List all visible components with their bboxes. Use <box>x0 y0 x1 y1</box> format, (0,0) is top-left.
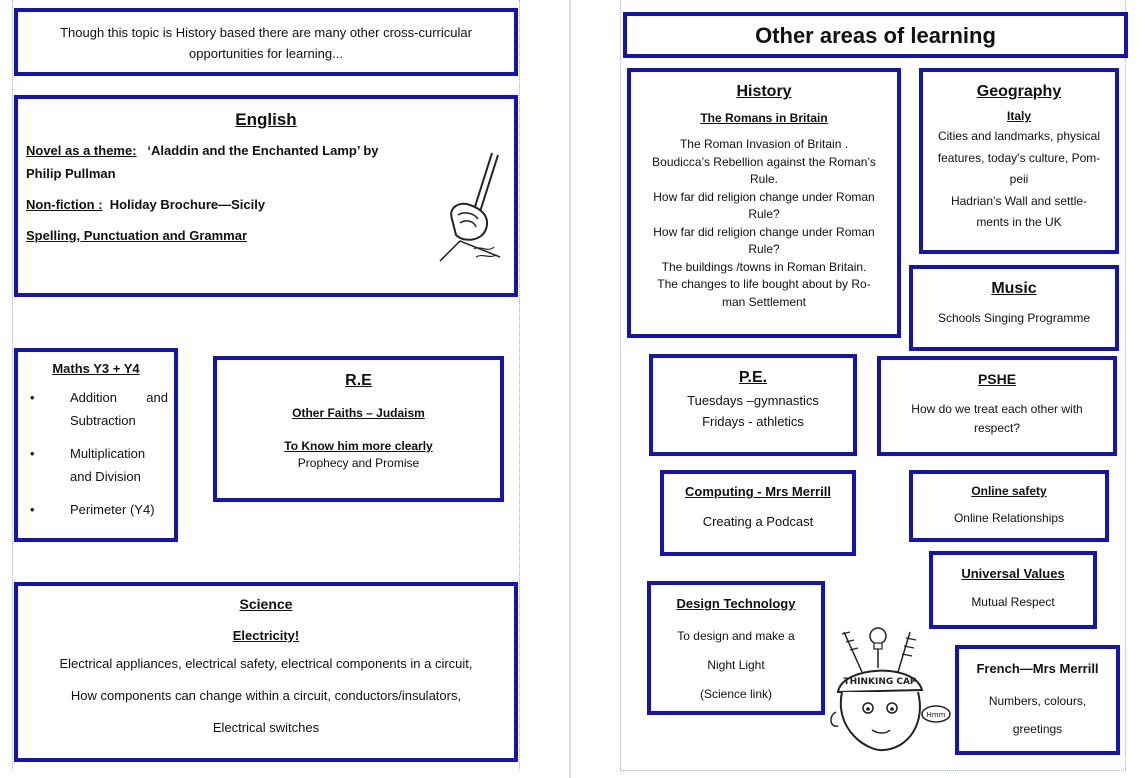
history-line: Boudicca’s Rebellion against the Roman’s <box>652 154 876 169</box>
re-sub-1: Other Faiths – Judaism <box>292 406 425 420</box>
dt-box <box>647 581 825 715</box>
cap-label: THINKING CAP <box>843 677 917 687</box>
dt-title: Design Technology <box>676 596 796 611</box>
geography-box <box>919 68 1119 254</box>
re-box <box>213 356 504 502</box>
maths-item-1-c: Subtraction <box>70 413 136 428</box>
geography-line: Cities and landmarks, physical <box>937 129 1101 143</box>
intro-line-2: opportunities for learning... <box>189 46 343 61</box>
pshe-box <box>877 356 1117 456</box>
maths-item-2-c: and Division <box>70 469 141 484</box>
history-line: The changes to life bought about by Ro- <box>657 277 871 291</box>
geography-sub: Italy <box>1006 109 1031 123</box>
science-sub: Electricity! <box>232 628 300 643</box>
history-lines <box>637 136 891 311</box>
science-box <box>14 582 518 762</box>
list-item <box>24 498 168 521</box>
english-novel-label: Novel as a theme: <box>26 143 137 158</box>
science-line-3: Electrical switches <box>212 720 320 735</box>
cartoon-bubble: Hmm <box>926 711 946 719</box>
pe-line-1: Tuesdays –gymnastics <box>687 393 819 408</box>
music-title: Music <box>991 280 1037 297</box>
science-title: Science <box>239 596 293 612</box>
english-title: English <box>235 110 297 129</box>
maths-box <box>14 348 178 542</box>
history-line: How far did religion change under Roman <box>653 189 875 204</box>
computing-box <box>660 470 856 556</box>
history-line: The Roman Invasion of Britain . <box>679 137 849 151</box>
geography-line: features, today’s culture, Pom- <box>937 150 1101 165</box>
re-text: Prophecy and Promise <box>297 456 420 470</box>
online-title: Online safety <box>971 484 1047 498</box>
values-text: Mutual Respect <box>971 595 1055 609</box>
computing-title: Computing - Mrs Merrill <box>685 484 831 499</box>
maths-item-2-a: Multiplication <box>70 446 146 461</box>
intro-box <box>14 8 518 76</box>
french-line-1: Numbers, colours, <box>988 694 1087 708</box>
history-line: Rule? <box>748 207 780 221</box>
english-novel-text: ‘Aladdin and the Enchanted Lamp’ by <box>147 143 379 158</box>
history-line: man Settlement <box>721 294 807 309</box>
online-safety-box <box>909 470 1109 542</box>
geography-lines <box>929 126 1109 234</box>
re-title: R.E <box>345 372 372 389</box>
values-title: Universal Values <box>961 566 1065 581</box>
online-text: Online Relationships <box>953 511 1065 525</box>
pe-line-2: Fridays - athletics <box>702 414 804 429</box>
pe-title: P.E. <box>738 369 768 386</box>
intro-line-1: Though this topic is History based there are many other cross-curricular <box>60 25 472 40</box>
list-item <box>24 442 168 488</box>
history-title: History <box>736 83 792 100</box>
english-box <box>14 95 518 297</box>
re-sub-2: To Know him more clearly <box>284 439 433 453</box>
geography-line: Hadrian’s Wall and settle- <box>950 193 1088 208</box>
history-line: The buildings /towns in Roman Britain. <box>661 259 867 274</box>
maths-list <box>24 386 168 521</box>
music-text: Schools Singing Programme <box>937 311 1091 325</box>
pshe-line-1: How do we treat each other with <box>911 402 1083 416</box>
pshe-title: PSHE <box>977 371 1017 387</box>
other-title: Other areas of learning <box>755 23 996 48</box>
dt-line-2: Night Light <box>707 658 765 672</box>
values-box <box>929 551 1097 629</box>
thinking-cap-icon <box>828 612 954 760</box>
geography-line: ments in the UK <box>976 215 1062 229</box>
history-sub: The Romans in Britain <box>700 111 828 125</box>
dt-line-3: (Science link) <box>699 687 773 701</box>
other-title-box <box>623 12 1128 58</box>
pe-box <box>649 354 857 456</box>
english-nonfiction-text: Holiday Brochure—Sicily <box>109 197 266 212</box>
geography-title: Geography <box>976 83 1062 100</box>
music-box <box>909 265 1119 351</box>
french-box <box>955 645 1120 755</box>
english-novel-author: Philip Pullman <box>26 166 116 181</box>
english-nonfiction-label: Non-fiction : <box>26 197 103 212</box>
dt-line-1: To design and make a <box>677 629 795 643</box>
pshe-line-2: respect? <box>973 421 1021 435</box>
maths-item-3-a: Perimeter (Y4) <box>70 502 155 517</box>
history-box <box>627 68 901 338</box>
science-line-2: How components can change within a circuit, conductors/insulators, <box>70 688 462 703</box>
french-line-2: greetings <box>1012 722 1063 736</box>
writing-hand-icon <box>430 149 510 269</box>
history-line: Rule. <box>749 172 778 186</box>
science-line-1: Electrical appliances, electrical safety, electrical components in a circuit, <box>59 656 473 671</box>
list-item <box>24 386 168 432</box>
history-line: How far did religion change under Roman <box>653 224 875 239</box>
maths-item-1-b: and <box>146 390 168 405</box>
geography-line: peii <box>1009 172 1029 186</box>
history-line: Rule? <box>748 242 780 256</box>
page-divider <box>569 0 571 778</box>
maths-title: Maths Y3 + Y4 <box>52 361 140 376</box>
english-spag: Spelling, Punctuation and Grammar <box>26 228 248 243</box>
maths-item-1-a: • Addition <box>70 390 117 405</box>
computing-text: Creating a Podcast <box>702 514 814 529</box>
french-title: French—Mrs Merrill <box>976 661 1099 676</box>
